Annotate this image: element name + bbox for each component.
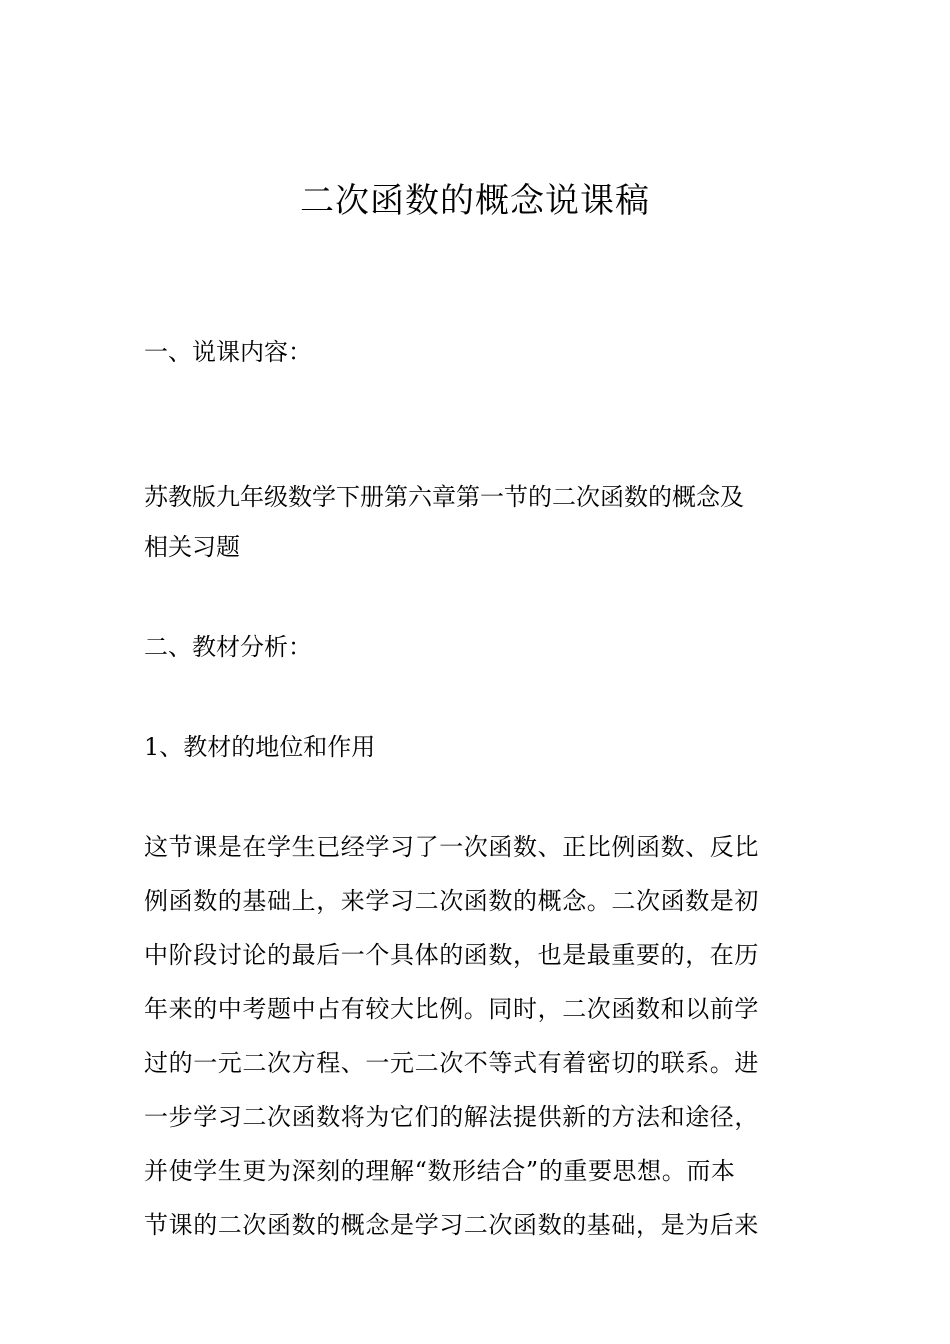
paragraph-line: 过的一元二次方程、一元二次不等式有着密切的联系。进 xyxy=(144,1049,759,1077)
section1-body-line-1: 苏教版九年级数学下册第六章第一节的二次函数的概念及 xyxy=(144,483,744,511)
section2-heading: 二、教材分析： xyxy=(144,633,312,661)
body-paragraph xyxy=(144,820,810,1252)
paragraph-line: 节课的二次函数的概念是学习二次函数的基础，是为后来 xyxy=(144,1211,759,1239)
paragraph-line: 年来的中考题中占有较大比例。同时，二次函数和以前学 xyxy=(144,995,759,1023)
paragraph-line: 中阶段讨论的最后一个具体的函数，也是最重要的，在历 xyxy=(144,941,759,969)
section1-body-line-2: 相关习题 xyxy=(144,533,240,561)
paragraph-line: 一步学习二次函数将为它们的解法提供新的方法和途径， xyxy=(144,1103,759,1131)
section1-heading: 一、说课内容： xyxy=(144,338,312,366)
paragraph-line: 这节课是在学生已经学习了一次函数、正比例函数、反比 xyxy=(144,833,759,861)
subsection1-heading: 1、教材的地位和作用 xyxy=(144,733,376,761)
document-title: 二次函数的概念说课稿 xyxy=(300,181,650,221)
paragraph-line: 例函数的基础上，来学习二次函数的概念。二次函数是初 xyxy=(144,887,759,915)
paragraph-line: 并使学生更为深刻的理解“数形结合”的重要思想。而本 xyxy=(144,1157,736,1185)
